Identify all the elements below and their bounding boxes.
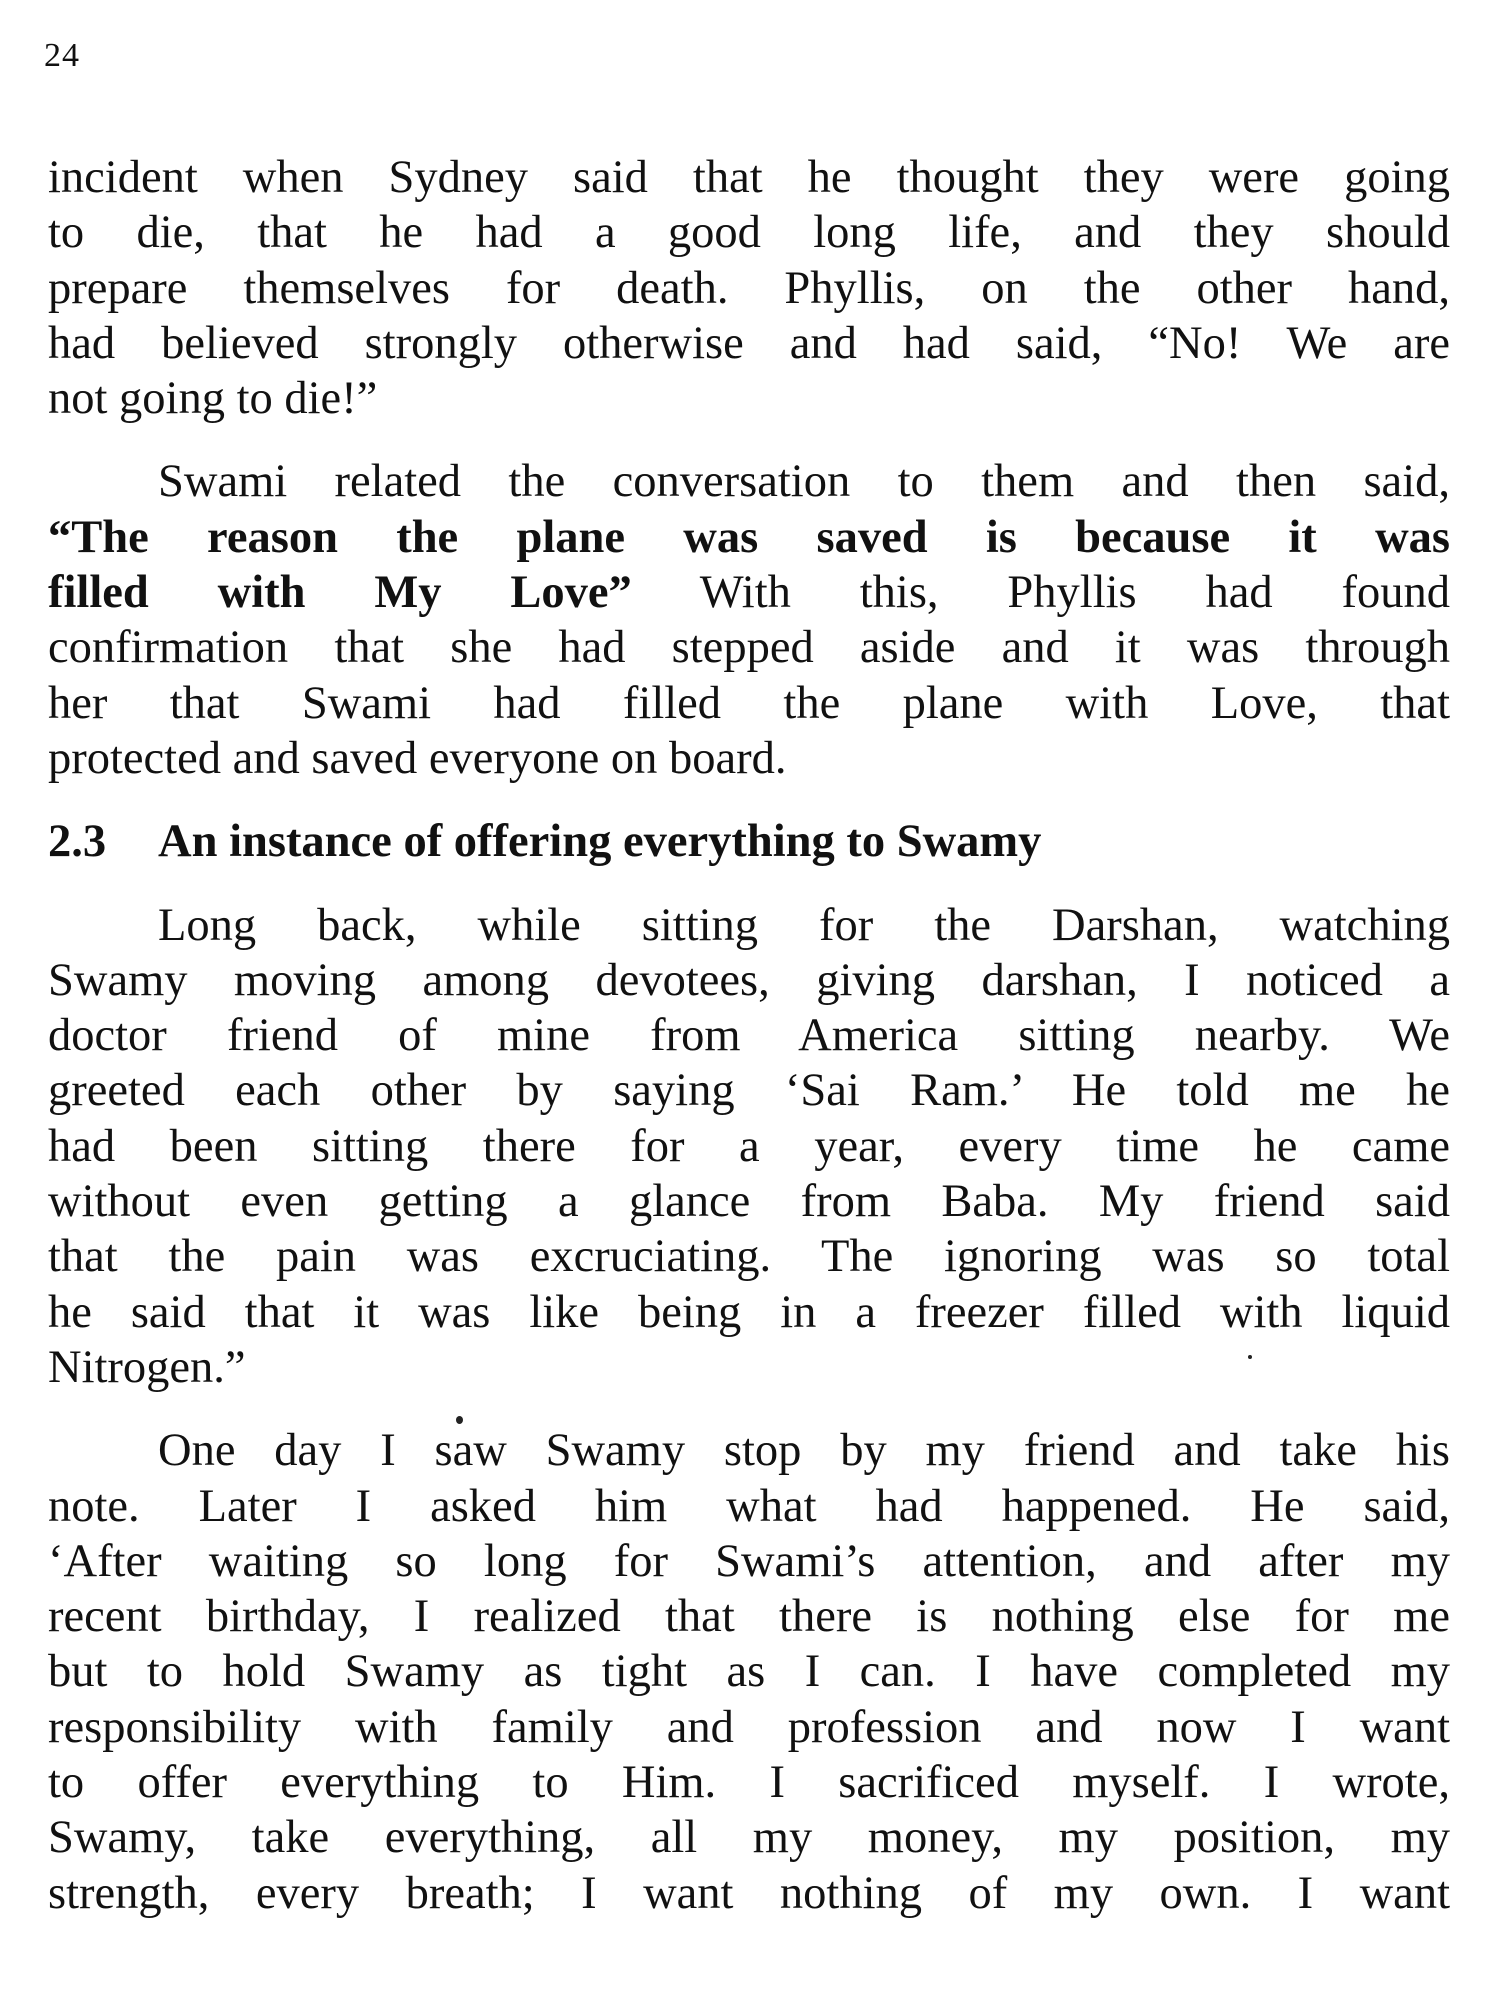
text-line: incident when Sydney said that he thought they were going <box>48 152 1450 203</box>
text-line-mixed <box>48 565 1450 620</box>
text-line: One day I saw Swamy stop by my friend and take his <box>158 1425 1450 1477</box>
paragraph-1 <box>48 150 1450 426</box>
text-line: Long back, while sitting for the Darshan, watching <box>158 899 1450 951</box>
text-line: Swamy, take everything, all my money, my position, my <box>48 1812 1450 1864</box>
text-line: not going to die!” <box>48 373 378 425</box>
text-line: protected and saved everyone on board. <box>48 732 787 784</box>
text-line: but to hold Swamy as tight as I can. I have completed my <box>48 1646 1450 1698</box>
text-line: to offer everything to Him. I sacrificed myself. I wrote, <box>48 1757 1450 1809</box>
paragraph-2 <box>48 454 1450 786</box>
text-line: strength, every breath; I want nothing of my own. I want <box>48 1867 1450 1919</box>
scan-speck <box>456 1416 463 1424</box>
text-line: greeted each other by saying ‘Sai Ram.’ He told me he <box>48 1065 1450 1117</box>
text-line: prepare themselves for death. Phyllis, on the other hand, <box>48 262 1450 314</box>
section-title: An instance of offering everything to Swamy <box>158 816 1042 868</box>
paragraph-4 <box>48 1423 1450 1921</box>
text-line: doctor friend of mine from America sitting nearby. We <box>48 1010 1450 1062</box>
text-line: ‘After waiting so long for Swami’s attention, and after my <box>48 1535 1450 1587</box>
quote-end: filled with My Love” <box>48 567 632 619</box>
paragraph-3 <box>48 898 1450 1396</box>
text-line: responsibility with family and profession and now I want <box>48 1701 1450 1753</box>
text-line: had believed strongly otherwise and had said, “No! We are <box>48 317 1450 369</box>
page-number: 24 <box>44 37 80 74</box>
text-line: that the pain was excruciating. The ignoring was so total <box>48 1231 1450 1283</box>
text-line: Swami related the conversation to them and then said, <box>158 456 1450 508</box>
text-line: he said that it was like being in a freezer filled with liquid <box>48 1286 1450 1338</box>
text-line: Nitrogen.” <box>48 1341 246 1393</box>
text-line: to die, that he had a good long life, and they should <box>48 207 1450 259</box>
text-line: without even getting a glance from Baba. My friend said <box>48 1176 1450 1228</box>
text-fragment: With this, Phyllis had found <box>631 567 1450 619</box>
text-line: had been sitting there for a year, every time he came <box>48 1120 1450 1172</box>
page-body <box>48 150 1450 1921</box>
text-line: recent birthday, I realized that there is nothing else for me <box>48 1591 1450 1643</box>
section-number: 2.3 <box>48 816 107 868</box>
text-line: note. Later I asked him what had happened. He said, <box>48 1480 1450 1532</box>
text-line: confirmation that she had stepped aside and it was through <box>48 622 1450 674</box>
scan-speck <box>1248 1355 1252 1359</box>
quote-line: “The reason the plane was saved is because it was <box>48 511 1450 563</box>
text-line: her that Swami had filled the plane with Love, that <box>48 677 1450 729</box>
section-heading <box>48 814 1450 869</box>
text-line: Swamy moving among devotees, giving darshan, I noticed a <box>48 954 1450 1006</box>
